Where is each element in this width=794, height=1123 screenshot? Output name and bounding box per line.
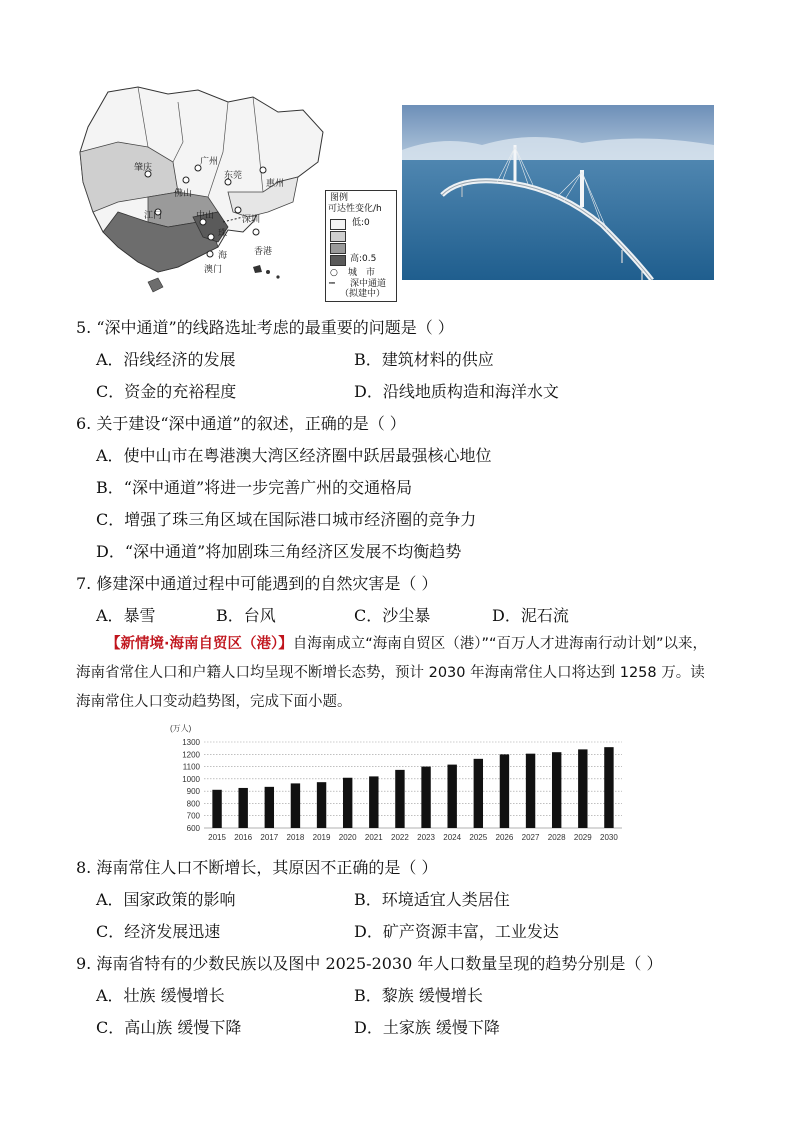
- chart-y-tick-labels: [182, 738, 200, 833]
- city-label-hai: 海: [218, 251, 228, 261]
- chart-y-tick-label: 1100: [182, 762, 200, 772]
- chart-x-tick-label: 2021: [364, 833, 383, 842]
- chart-y-tick-label: 1200: [182, 750, 200, 760]
- chart-bar-2030: [604, 747, 613, 828]
- chart-bar-2016: [238, 788, 247, 828]
- legend-route-note: （拟建中）: [340, 289, 386, 299]
- question-7-option-c: C．沙尘暴: [354, 606, 431, 625]
- chart-x-tick-label: 2028: [547, 833, 566, 842]
- question-8-option-b: B．环境适宜人类居住: [354, 890, 510, 909]
- chart-bar-2027: [526, 754, 535, 828]
- chart-y-tick-label: 600: [186, 824, 200, 833]
- chart-x-tick-labels: [208, 833, 618, 842]
- chart-y-tick-label: 700: [186, 811, 200, 821]
- chart-bar-2029: [578, 749, 587, 828]
- city-label-shenzhen: 深圳: [242, 215, 261, 225]
- legend-low-label: 低:0: [352, 218, 370, 228]
- question-8-option-c: C．经济发展迅速: [96, 922, 221, 941]
- passage: [76, 630, 718, 717]
- city-label-hongkong: 香港: [254, 247, 273, 257]
- legend-swatch-2: [330, 231, 346, 242]
- chart-bar-2028: [552, 752, 561, 828]
- passage-tag: 【新情境·海南自贸区（港）】: [106, 636, 293, 652]
- legend-swatch-3: [330, 243, 346, 254]
- question-8-stem: 8. 海南常住人口不断增长，其原因不正确的是（ ）: [76, 858, 438, 877]
- question-7-option-d: D．泥石流: [492, 606, 569, 625]
- chart-x-tick-label: 2030: [600, 833, 618, 842]
- city-label-zhu: 珠: [218, 229, 228, 239]
- question-5-option-a: A．沿线经济的发展: [96, 350, 236, 369]
- bridge-photo: [402, 105, 714, 280]
- chart-bar-2018: [291, 783, 300, 828]
- city-label-zhaoqing: 肇庆: [134, 163, 153, 173]
- chart-bar-2022: [395, 770, 404, 828]
- chart-x-tick-label: 2015: [208, 833, 226, 842]
- city-label-macau: 澳门: [204, 265, 223, 275]
- legend-title: 图例: [330, 193, 349, 203]
- question-6-option-c: C．增强了珠三角区域在国际港口城市经济圈的竞争力: [96, 510, 477, 529]
- city-label-zhongshan: 中山: [196, 211, 215, 221]
- chart-y-unit-label: (万人): [170, 724, 192, 733]
- question-5-stem: 5. “深中通道”的线路选址考虑的最重要的问题是（ ）: [76, 318, 454, 337]
- chart-x-tick-label: 2016: [234, 833, 253, 842]
- map-legend: [325, 190, 397, 302]
- chart-y-tick-label: 800: [186, 799, 200, 809]
- chart-bar-2026: [500, 754, 509, 828]
- question-8-option-a: A．国家政策的影响: [96, 890, 236, 909]
- chart-bar-2025: [474, 759, 483, 828]
- chart-x-tick-label: 2026: [495, 833, 514, 842]
- legend-swatch-low: [330, 219, 346, 230]
- chart-y-tick-label: 900: [186, 787, 200, 797]
- question-9-stem: 9. 海南省特有的少数民族以及图中 2025-2030 年人口数量呈现的趋势分别是（ ）: [76, 954, 663, 973]
- chart-bar-2023: [421, 767, 430, 828]
- chart-bars: [212, 747, 613, 828]
- question-7-option-a: A．暴雪: [96, 606, 156, 625]
- chart-bar-2024: [447, 765, 456, 828]
- question-6-stem: 6. 关于建设“深中通道”的叙述，正确的是（ ）: [76, 414, 406, 433]
- legend-route-symbol: ·······: [328, 279, 335, 289]
- legend-subtitle: 可达性变化/h: [328, 204, 382, 214]
- question-9-option-d: D．土家族 缓慢下降: [354, 1018, 500, 1037]
- legend-route-label: 深中通道: [350, 279, 387, 289]
- city-label-huizhou: 惠州: [266, 179, 285, 189]
- population-chart-svg: [170, 722, 630, 850]
- chart-y-tick-label: 1300: [182, 738, 200, 747]
- chart-y-tick-label: 1000: [182, 774, 200, 784]
- question-9-option-a: A．壮族 缓慢增长: [96, 986, 225, 1005]
- chart-x-tick-label: 2024: [443, 833, 462, 842]
- question-7-option-b: B．台风: [216, 606, 276, 625]
- question-7-stem: 7. 修建深中通道过程中可能遇到的自然灾害是（ ）: [76, 574, 438, 593]
- chart-x-tick-label: 2029: [573, 833, 592, 842]
- chart-x-tick-label: 2027: [521, 833, 540, 842]
- chart-x-tick-label: 2018: [286, 833, 305, 842]
- passage-text: 自海南成立“海南自贸区（港）”“百万人才进海南行动计划”以来，海南省常住人口和户籍人口均呈现不断增长态势，预计 2030 年海南常住人口将达到 1258 万。读海南常住人口变动趋势图，完成下面小题。: [76, 636, 708, 710]
- chart-bar-2020: [343, 778, 352, 828]
- bridge-photo-drawing: [402, 105, 714, 280]
- legend-high-label: 高:0.5: [350, 254, 377, 264]
- question-6-option-d: D．“深中通道”将加剧珠三角经济区发展不均衡趋势: [96, 542, 462, 561]
- question-8-option-d: D．矿产资源丰富，工业发达: [354, 922, 559, 941]
- population-chart: [170, 722, 630, 850]
- chart-x-tick-label: 2025: [469, 833, 488, 842]
- question-9-option-c: C．高山族 缓慢下降: [96, 1018, 242, 1037]
- chart-x-tick-label: 2017: [260, 833, 279, 842]
- legend-swatch-high: [330, 255, 346, 266]
- chart-x-tick-label: 2020: [338, 833, 357, 842]
- question-6-option-a: A．使中山市在粤港澳大湾区经济圈中跃居最强核心地位: [96, 446, 492, 465]
- chart-bar-2017: [265, 787, 274, 828]
- question-5-option-b: B．建筑材料的供应: [354, 350, 494, 369]
- city-label-jiangmen: 江门: [144, 211, 163, 221]
- chart-bar-2021: [369, 776, 378, 828]
- chart-bar-2019: [317, 782, 326, 828]
- city-label-dongguan: 东莞: [224, 171, 243, 181]
- legend-city-symbol: ○: [330, 268, 338, 278]
- legend-city-label: 城 市: [348, 268, 376, 278]
- question-5-option-d: D．沿线地质构造和海洋水文: [354, 382, 559, 401]
- chart-x-tick-label: 2019: [312, 833, 331, 842]
- city-label-foshan: 佛山: [174, 189, 193, 199]
- question-5-option-c: C．资金的充裕程度: [96, 382, 237, 401]
- chart-x-tick-label: 2022: [391, 833, 409, 842]
- city-label-guangzhou: 广州: [200, 157, 219, 167]
- question-9-option-b: B．黎族 缓慢增长: [354, 986, 483, 1005]
- chart-bar-2015: [212, 790, 221, 828]
- question-6-option-b: B．“深中通道”将进一步完善广州的交通格局: [96, 478, 413, 497]
- chart-x-tick-label: 2023: [417, 833, 435, 842]
